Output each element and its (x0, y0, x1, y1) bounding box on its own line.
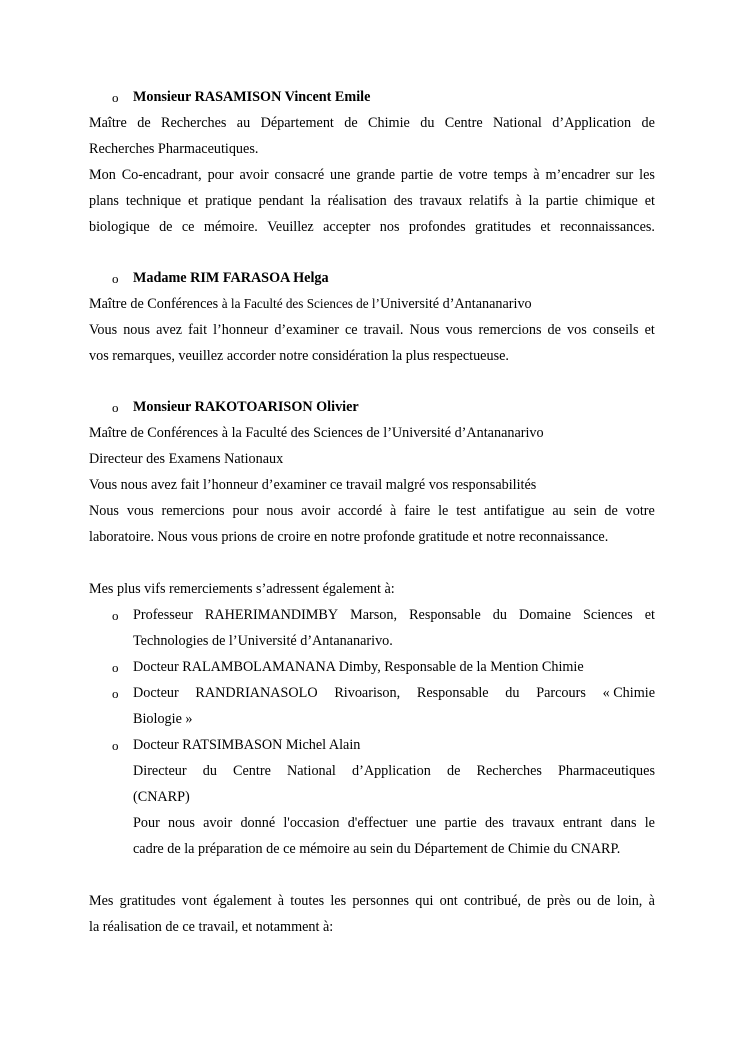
word: plans (89, 193, 119, 209)
word: travail. (363, 322, 404, 338)
word: vous (445, 322, 473, 338)
word: de (527, 893, 541, 909)
word: à (390, 503, 397, 519)
word: travaux (419, 193, 463, 209)
word: une (330, 167, 351, 183)
word: qui (415, 893, 434, 909)
word: vont (181, 893, 208, 909)
justified-line (133, 680, 655, 706)
word: ont (439, 893, 458, 909)
text-line: Maître de Conférences à la Faculté des Sciences de l’Université d’Antananarivo (89, 425, 544, 441)
word: vous (126, 503, 154, 519)
text-line: Docteur RATSIMBASON Michel Alain (133, 737, 361, 753)
text-line: Technologies de l’Université d’Antananarivo. (133, 633, 393, 649)
word: technique (125, 193, 182, 209)
word: des (393, 193, 413, 209)
justified-line (89, 110, 655, 136)
word: l’honneur (213, 322, 269, 338)
word: Domaine (519, 607, 572, 623)
word: gratitudes (119, 893, 176, 909)
word: et (187, 193, 199, 209)
word: à (533, 167, 540, 183)
justified-line (89, 214, 655, 240)
word: pour (232, 503, 259, 519)
word: profondes (408, 219, 466, 235)
word: Nous (409, 322, 440, 338)
word: Docteur (133, 685, 179, 701)
word: donné (240, 815, 276, 831)
word: avoir (239, 167, 269, 183)
word: Directeur (133, 763, 187, 779)
text-line: Directeur des Examens Nationaux (89, 451, 284, 467)
word: accordé (338, 503, 383, 519)
text-line: cadre de la préparation de ce mémoire au sein du Département de Chimie du CNARP. (133, 841, 621, 857)
word: pour (207, 167, 234, 183)
person-name: Monsieur RASAMISON Vincent Emile (133, 89, 371, 105)
bullet-marker: o (112, 271, 119, 286)
word: de (547, 322, 561, 338)
person-name: Monsieur RAKOTOARISON Olivier (133, 399, 359, 415)
word: conseils (592, 322, 639, 338)
text-line: Vous nous avez fait l’honneur d’examiner ce travail malgré vos responsabilités (89, 477, 537, 493)
word: de (597, 893, 611, 909)
word: votre (458, 167, 488, 183)
word: Centre (233, 763, 271, 779)
justified-line (89, 188, 655, 214)
bullet-marker: o (112, 608, 119, 623)
word: de (604, 503, 618, 519)
word: nous (168, 815, 195, 831)
word: pendant (258, 193, 304, 209)
word: test (456, 503, 476, 519)
word: Rivoarison, (334, 685, 401, 701)
word: et (644, 322, 655, 338)
word: RAHERIMANDIMBY (204, 607, 339, 623)
title-part: à la Faculté des Sciences de l’ (221, 296, 380, 311)
text-line: (CNARP) (133, 789, 190, 805)
word: au (236, 115, 251, 131)
word: de (446, 763, 461, 779)
word: toutes (290, 893, 325, 909)
word: biologique (89, 219, 150, 235)
word: National (287, 763, 336, 779)
word: Marson, (350, 607, 398, 623)
word: mémoire. (203, 219, 258, 235)
word: faire (404, 503, 431, 519)
justified-line (89, 162, 655, 188)
word: le (438, 503, 449, 519)
word: les (330, 893, 347, 909)
word: accepter (323, 219, 371, 235)
word: avoir (203, 815, 233, 831)
word: également (213, 893, 272, 909)
word: partie (444, 815, 477, 831)
word: relatifs (469, 193, 509, 209)
text-line: Biologie » (133, 711, 193, 727)
word: RANDRIANASOLO (195, 685, 318, 701)
word: nous (266, 503, 294, 519)
word: de (159, 219, 173, 235)
text-line: laboratoire. Nous vous prions de croire en notre profonde gratitude et notre reconnaissance. (89, 529, 609, 545)
justified-line (133, 758, 655, 784)
word: reconnaissances. (560, 219, 655, 235)
word: l'occasion (283, 815, 340, 831)
word: de (344, 115, 358, 131)
word: Parcours (536, 685, 586, 701)
text-line: Recherches Pharmaceutiques. (89, 141, 259, 157)
word: entrant (562, 815, 603, 831)
word: Chimie (368, 115, 410, 131)
justified-line (89, 317, 655, 343)
word: Sciences (583, 607, 633, 623)
word: Recherches (476, 763, 542, 779)
word: ou (576, 893, 591, 909)
word: d’Application (552, 115, 632, 131)
word: sur (615, 167, 634, 183)
word: partie (400, 167, 434, 183)
word: de (439, 167, 453, 183)
bullet-marker: o (112, 660, 119, 675)
justified-line (133, 810, 655, 836)
word: Pharmaceutiques (558, 763, 655, 779)
word: du (492, 607, 507, 623)
word: Responsable (416, 685, 489, 701)
word: nos (379, 219, 400, 235)
word: Vous (89, 322, 118, 338)
word: près (546, 893, 571, 909)
justified-line (89, 498, 655, 524)
title-part: Université d’Antananarivo (379, 296, 532, 312)
word: avoir (301, 503, 331, 519)
word: partie (545, 193, 579, 209)
word: du (420, 115, 435, 131)
bullet-marker: o (112, 90, 119, 105)
word: Veuillez (267, 219, 314, 235)
text-line: la réalisation de ce travail, et notamment à: (89, 919, 334, 935)
word: fait (188, 322, 208, 338)
text-line: vos remarques, veuillez accorder notre considération la plus respectueuse. (89, 348, 509, 364)
word: antifatigue (483, 503, 545, 519)
word: consacré (274, 167, 325, 183)
word: remercions (161, 503, 225, 519)
word: du (202, 763, 217, 779)
word: au (552, 503, 566, 519)
word: à (277, 893, 285, 909)
justified-line (133, 602, 655, 628)
word: m’encadrer (545, 167, 611, 183)
word: dans (610, 815, 637, 831)
word: de (137, 115, 151, 131)
word: ce (181, 219, 195, 235)
word: d’examiner (274, 322, 339, 338)
justified-line (89, 888, 655, 914)
person-name: Madame RIM FARASOA Helga (133, 270, 329, 286)
bullet-marker: o (112, 400, 119, 415)
word: gratitudes (475, 219, 531, 235)
word: nous (123, 322, 150, 338)
word: travaux (512, 815, 555, 831)
word: temps (493, 167, 528, 183)
word: pratique (205, 193, 252, 209)
bullet-marker: o (112, 738, 119, 753)
word: et (644, 607, 655, 623)
text-line: Docteur RALAMBOLAMANANA Dimby, Responsable de la Mention Chimie (133, 659, 584, 675)
word: les (639, 167, 655, 183)
word: Professeur (133, 607, 193, 623)
word: Centre (444, 115, 483, 131)
word: et (540, 219, 551, 235)
word: Mon (89, 167, 116, 183)
word: Département (260, 115, 334, 131)
word: Recherches (161, 115, 227, 131)
word: Pour (133, 815, 160, 831)
bullet-marker: o (112, 686, 119, 701)
word: grande (356, 167, 396, 183)
word: à (648, 893, 655, 909)
word: à (515, 193, 522, 209)
word: une (415, 815, 437, 831)
word: la (310, 193, 321, 209)
word: Mes (89, 893, 114, 909)
word: du (505, 685, 520, 701)
word: et (644, 193, 655, 209)
word: sein (573, 503, 597, 519)
word: de (641, 115, 655, 131)
word: votre (625, 503, 655, 519)
text-line (89, 291, 532, 317)
word: des (484, 815, 504, 831)
word: la (528, 193, 539, 209)
word: vos (567, 322, 587, 338)
word: Nous (89, 503, 119, 519)
word: personnes (352, 893, 410, 909)
word: le (644, 815, 655, 831)
word: loin, (616, 893, 643, 909)
title-part: Maître de Conférences (89, 296, 219, 312)
word: réalisation (327, 193, 387, 209)
text-line: Mes plus vifs remerciements s’adressent également à: (89, 581, 395, 597)
word: d'effectuer (347, 815, 408, 831)
word: avez (156, 322, 183, 338)
word: remercions (478, 322, 542, 338)
word: National (493, 115, 542, 131)
word: chimique (585, 193, 638, 209)
word: Co-encadrant, (121, 167, 202, 183)
word: « Chimie (602, 685, 655, 701)
word: contribué, (463, 893, 522, 909)
word: Responsable (409, 607, 481, 623)
word: d’Application (352, 763, 431, 779)
word: ce (345, 322, 358, 338)
word: Maître (89, 115, 127, 131)
